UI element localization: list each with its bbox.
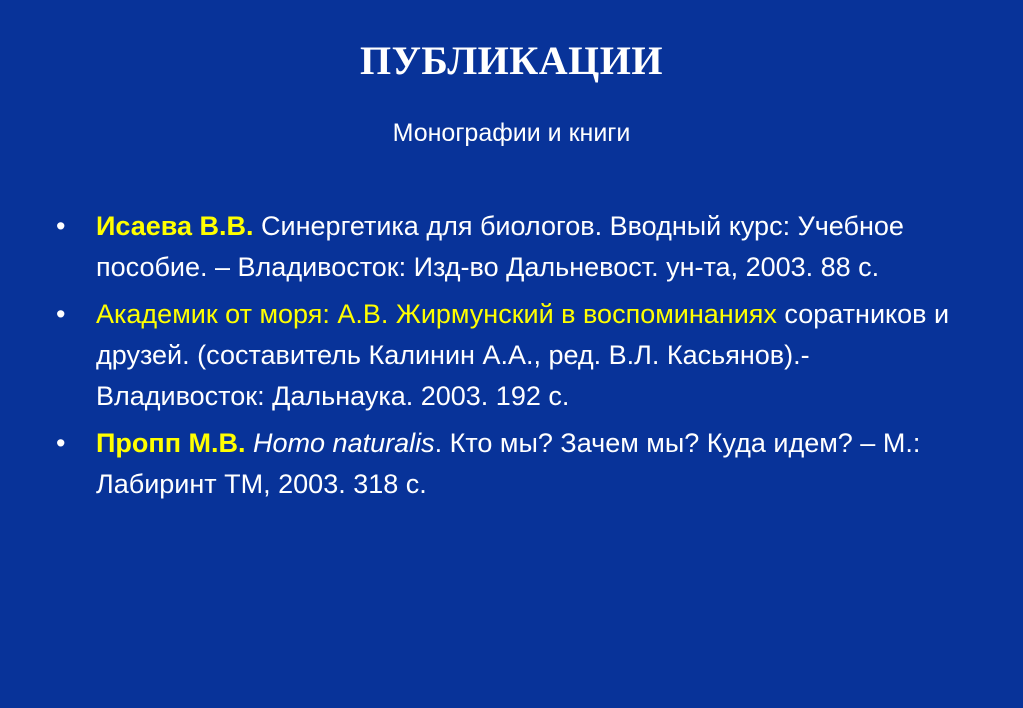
slide-title: ПУБЛИКАЦИИ <box>359 38 664 83</box>
slide-subtitle: Монографии и книги <box>392 119 631 147</box>
publication-list <box>56 206 976 511</box>
publication-highlight-title: Академик от моря: А.В. Жирмунский в воспоминаниях <box>96 299 777 329</box>
publication-text: Синергетика для биологов. Вводный курс: Учебное пособие. – Владивосток: Изд-во Дальневост. ун-та, 2003. 88 с. <box>96 211 904 282</box>
publication-item <box>56 206 976 288</box>
publication-item <box>56 294 976 417</box>
publication-author: Исаева В.В. <box>96 211 254 241</box>
bullet-icon: • <box>56 428 66 458</box>
publication-text: . Кто мы? Зачем мы? Куда идем? – М.: Лабиринт ТМ, 2003. 318 с. <box>96 428 921 499</box>
publication-text: соратников и друзей. (составитель Калинин А.А., ред. В.Л. Касьянов).- Владивосток: Дальнаука. 2003. 192 с. <box>96 299 950 411</box>
bullet-icon: • <box>56 211 66 241</box>
publication-author: Пропп М.В. <box>96 428 246 458</box>
publication-item <box>56 423 976 505</box>
bullet-icon: • <box>56 299 66 329</box>
publication-italic-title: Homo naturalis <box>253 428 435 458</box>
